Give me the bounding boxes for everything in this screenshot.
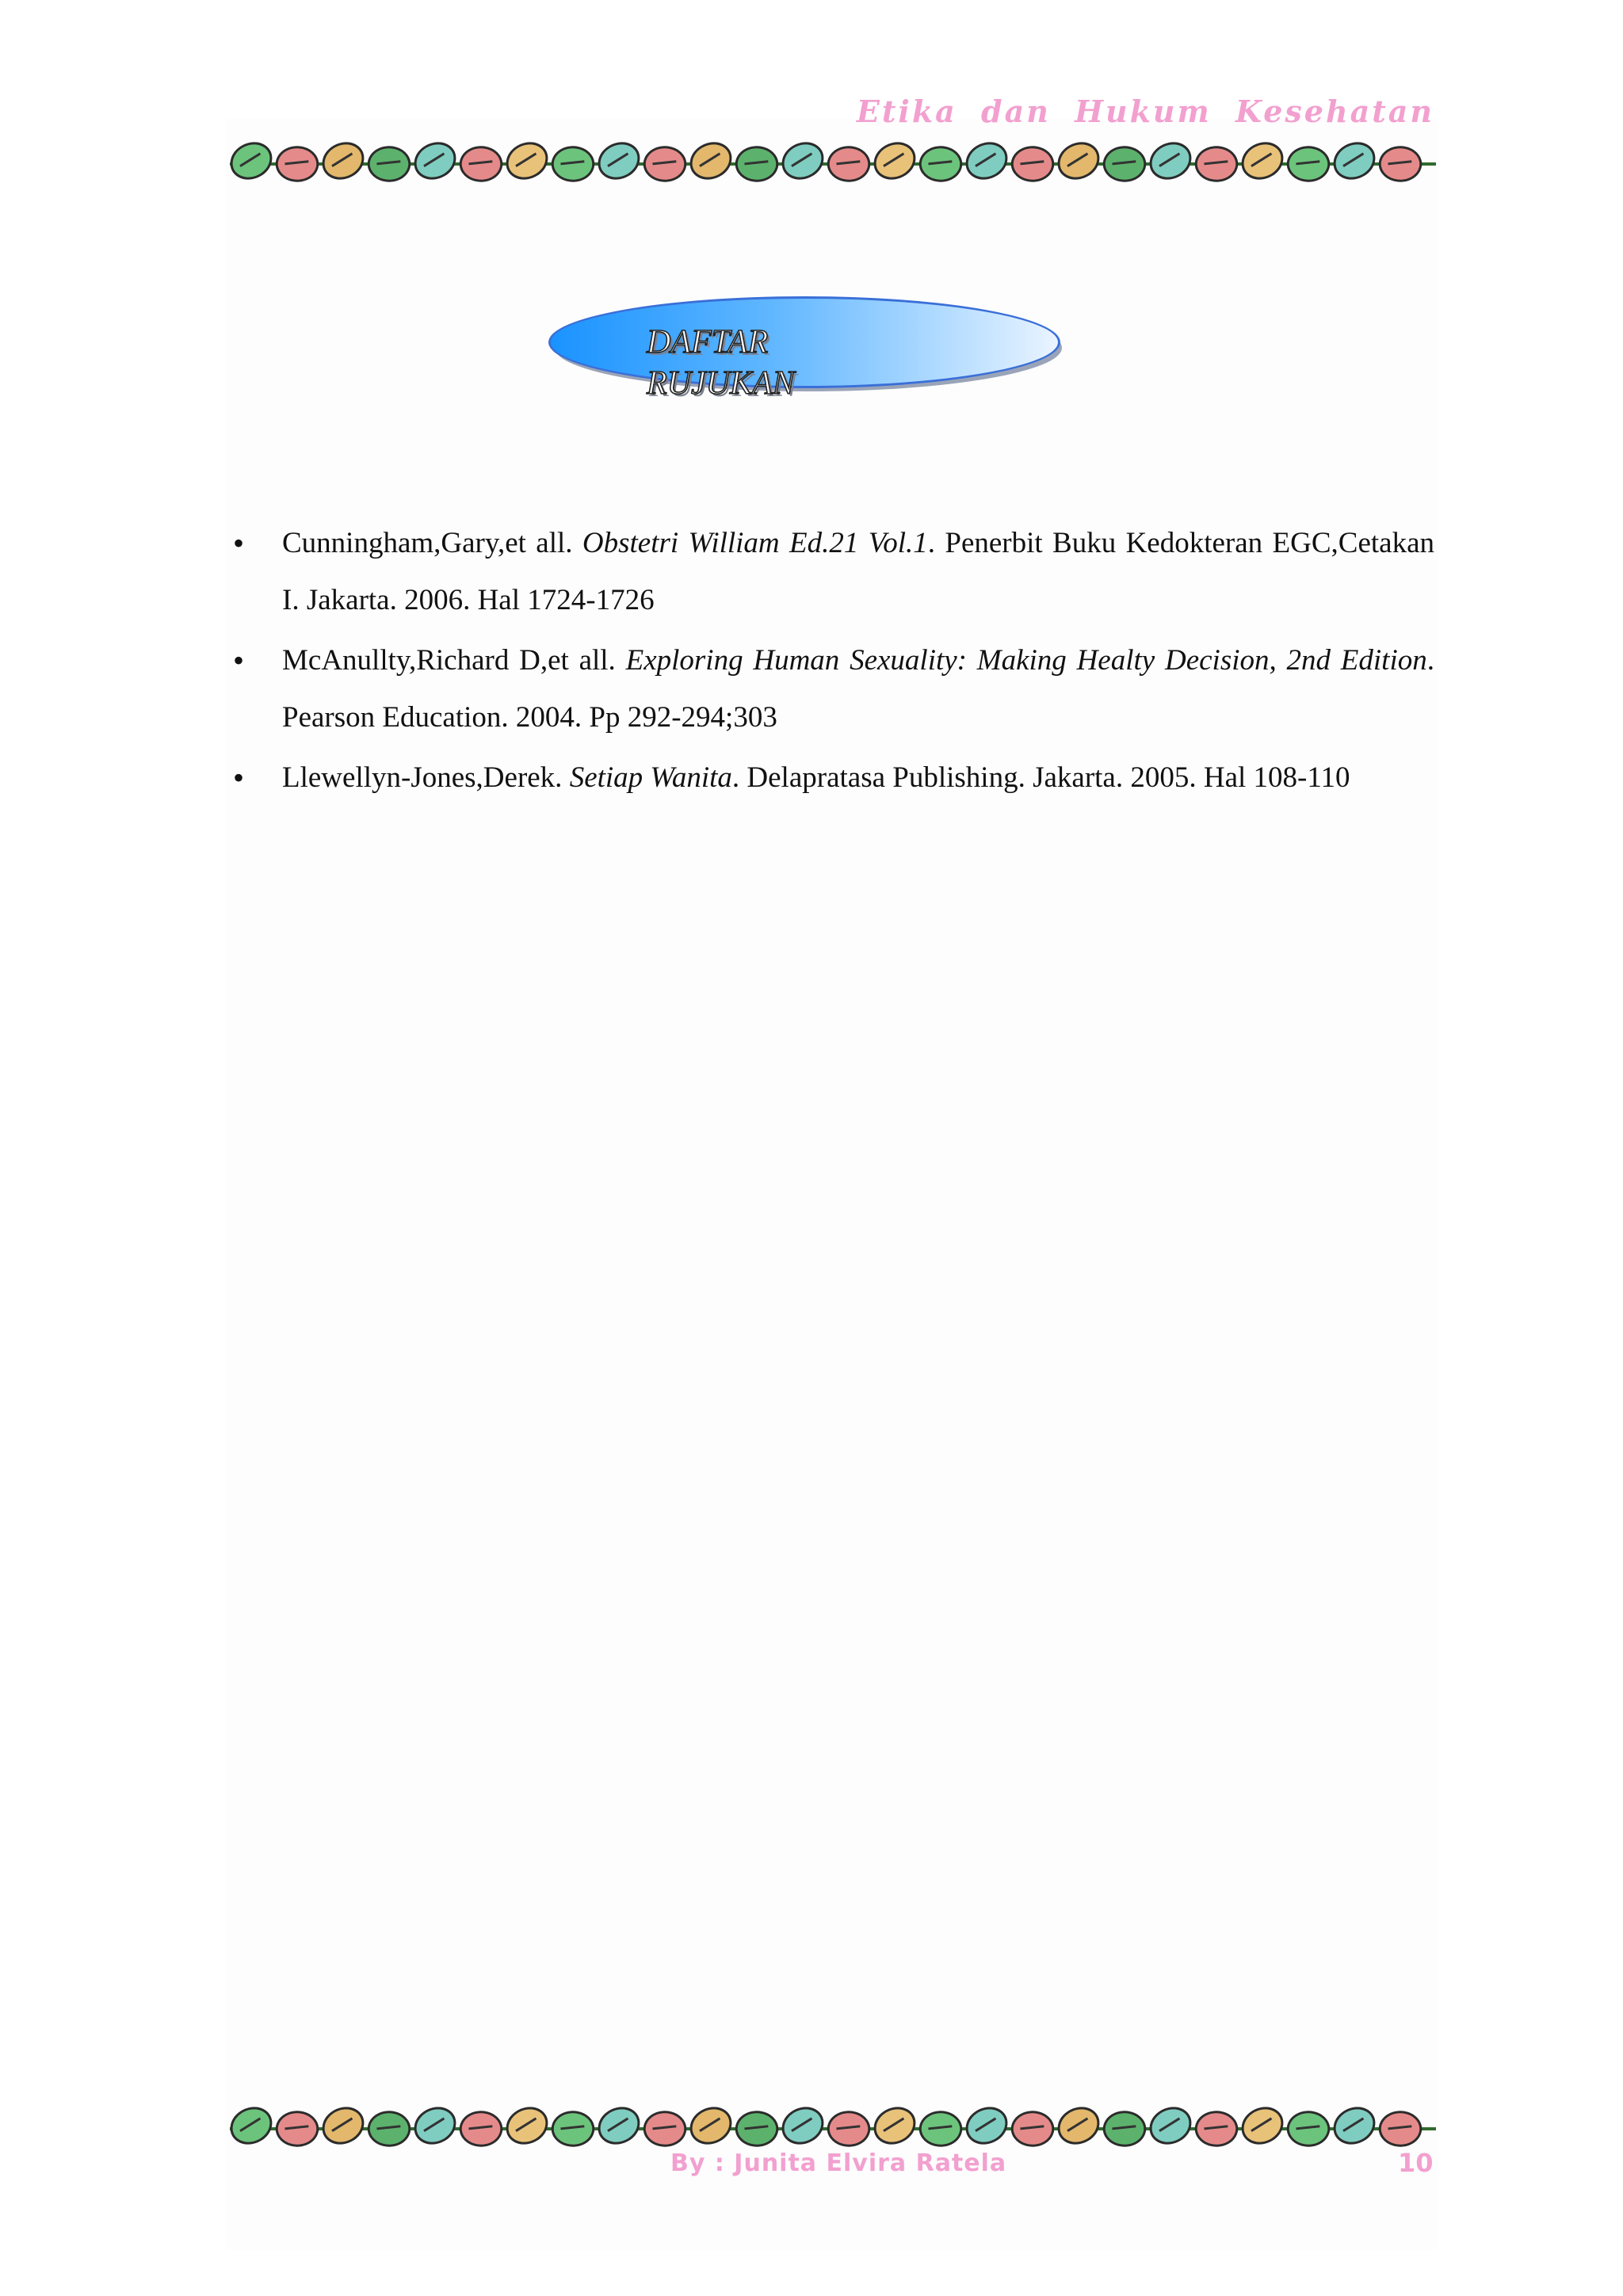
reference-item: [230, 749, 1434, 807]
footer-author: By : Junita Elvira Ratela: [670, 2149, 1007, 2177]
section-title: DAFTAR RUJUKAN: [647, 324, 795, 402]
reference-list: [230, 515, 1434, 810]
reference-details: . Pearson Education. 2004. Pp 292-294;303: [282, 644, 1434, 734]
reference-authors: Cunningham,Gary,et all.: [282, 527, 582, 559]
reference-authors: McAnullty,Richard D,et all.: [282, 644, 626, 677]
reference-book-title: Setiap Wanita: [569, 761, 732, 794]
section-title-ellipse: [548, 296, 1064, 402]
header-title: Etika dan Hukum Kesehatan: [856, 93, 1434, 129]
page-number: 10: [1398, 2148, 1434, 2178]
reference-details: . Delapratasa Publishing. Jakarta. 2005. Hal 108-110: [731, 761, 1350, 794]
leaf-vine-icon: [230, 2101, 1436, 2149]
leaf-vine-icon: [230, 136, 1436, 184]
reference-book-title: Exploring Human Sexuality: Making Healty Decision, 2nd Edition: [625, 644, 1427, 677]
reference-item: [230, 632, 1434, 746]
page-background: [226, 119, 1438, 2250]
reference-authors: Llewellyn-Jones,Derek.: [282, 761, 570, 794]
reference-book-title: Obstetri William Ed.21 Vol.1: [582, 527, 928, 559]
reference-details: . Penerbit Buku Kedokteran EGC,Cetakan I. Jakarta. 2006. Hal 1724-1726: [282, 527, 1435, 616]
reference-item: [230, 515, 1434, 629]
